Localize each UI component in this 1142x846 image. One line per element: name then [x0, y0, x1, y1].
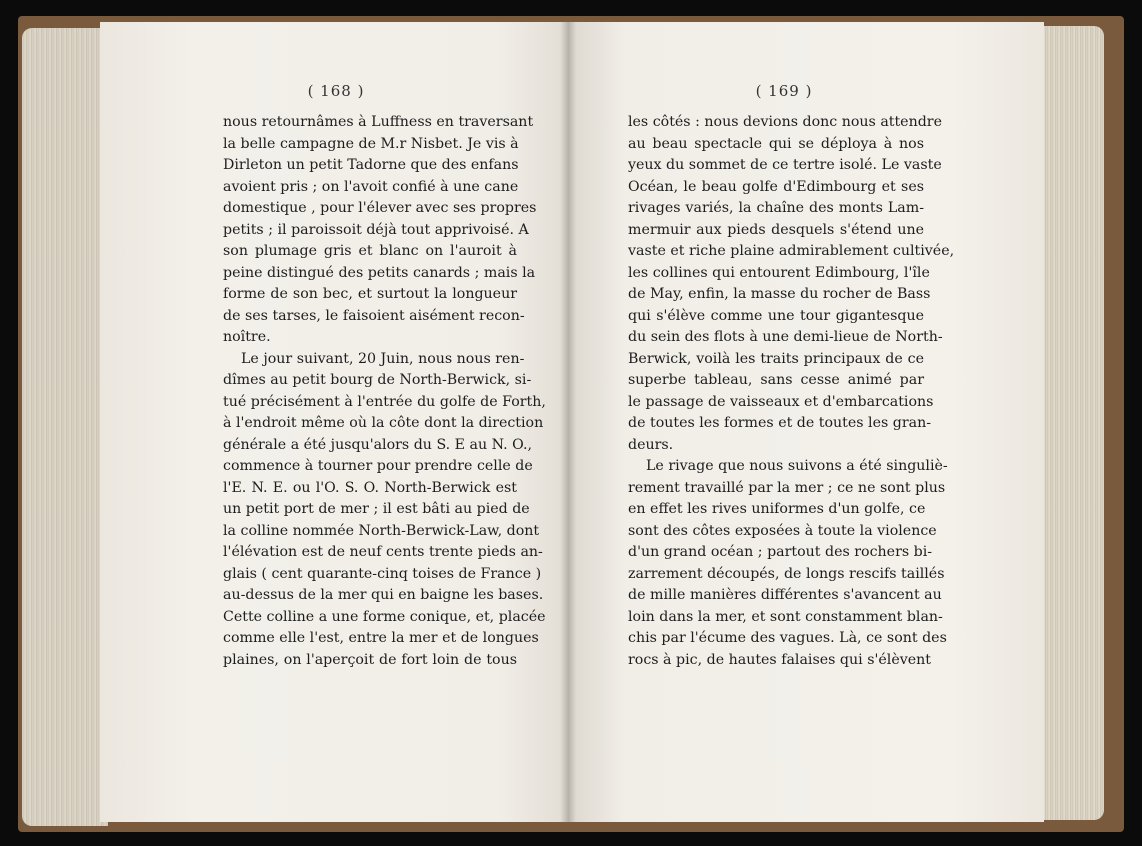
left-page-number: ( 168 ) — [307, 82, 365, 100]
text-line: yeux du sommet de ce tertre isolé. Le vaste — [628, 157, 942, 173]
page-edges-right — [1036, 26, 1104, 820]
text-line: les collines qui entourent Edimbourg, l'île — [628, 264, 930, 281]
text-line: vaste et riche plaine admirablement cultivée, — [628, 243, 955, 259]
text-line: au beau spectacle qui se déploya à nos — [628, 135, 924, 152]
text-line: commence à tourner pour prendre celle de — [223, 458, 533, 474]
right-page-number: ( 169 ) — [755, 82, 813, 100]
text-line: rivages variés, la chaîne des monts Lam- — [628, 200, 924, 216]
text-line: noître. — [223, 329, 271, 345]
text-line: glais ( cent quarante-cinq toises de France ) — [223, 565, 542, 582]
text-line: deurs. — [628, 436, 674, 453]
text-line: dîmes au petit bourg de North-Berwick, si- — [223, 372, 532, 388]
text-line: rocs à pic, de hautes falaises qui s'élèvent — [628, 651, 931, 668]
text-line: superbe tableau, sans cesse animé par — [628, 372, 924, 388]
text-line: du sein des flots à une demi-lieue de North- — [628, 329, 943, 345]
text-line: son plumage gris et blanc on l'auroit à — [223, 243, 517, 259]
text-line: au-dessus de la mer qui en baigne les bases. — [223, 587, 544, 603]
text-line: avoient pris ; on l'avoit confié à une cane — [223, 178, 519, 195]
text-line: Dirleton un petit Tadorne que des enfans — [223, 157, 519, 173]
text-line: loin dans la mer, et sont constamment blan- — [628, 608, 943, 625]
text-line: rement travaillé par la mer ; ce ne sont plus — [628, 479, 946, 496]
text-line: tué précisément à l'entrée du golfe de Forth, — [223, 393, 546, 410]
text-line: à l'endroit même où la côte dont la direction — [223, 415, 544, 431]
text-line: petits ; il paroissoit déjà tout apprivoisé. A — [223, 221, 529, 238]
text-line: les côtés : nous devions donc nous attendre — [628, 114, 942, 130]
text-line: sont des côtes exposées à toute la violence — [628, 522, 937, 539]
text-line: générale a été jusqu'alors du S. E au N. O., — [223, 436, 532, 453]
book-gutter — [560, 22, 576, 822]
text-line: nous retournâmes à Luffness en traversant — [223, 114, 534, 130]
text-line: forme de son bec, et surtout la longueur — [223, 286, 517, 302]
text-line: la colline nommée North-Berwick-Law, dont — [223, 522, 540, 539]
text-line: de mille manières différentes s'avancent au — [628, 587, 942, 603]
text-line: peine distingué des petits canards ; mais la — [223, 264, 536, 281]
left-page-text — [223, 112, 546, 671]
text-line: mermuir aux pieds desquels s'étend une — [628, 221, 924, 238]
text-line: zarrement découpés, de longs rescifs taillés — [628, 565, 945, 582]
text-line: en effet les rives uniformes d'un golfe, ce — [628, 501, 926, 517]
text-line: le passage de vaisseaux et d'embarcations — [628, 393, 934, 410]
right-page-text — [628, 112, 955, 671]
text-line: d'un grand océan ; partout des rochers bi- — [628, 544, 933, 560]
text-line: Le jour suivant, 20 Juin, nous nous ren- — [241, 350, 525, 367]
text-line: l'élévation est de neuf cents trente pieds an- — [223, 544, 543, 560]
text-line: l'E. N. E. ou l'O. S. O. North-Berwick est — [223, 479, 517, 496]
text-line: de ses tarses, le faisoient aisément recon- — [223, 307, 525, 324]
text-line: Cette colline a une forme conique, et, placée — [223, 608, 546, 625]
text-line: domestique , pour l'élever avec ses propres — [223, 200, 537, 216]
text-line: chis par l'écume des vagues. Là, ce sont des — [628, 630, 947, 646]
page-edges-left — [22, 28, 108, 826]
text-line: comme elle l'est, entre la mer et de longues — [223, 630, 539, 646]
text-line: Le rivage que nous suivons a été singuliè- — [646, 458, 948, 474]
text-line: plaines, on l'aperçoit de fort loin de tous — [223, 651, 517, 668]
text-line: de toutes les formes et de toutes les gran- — [628, 415, 932, 431]
text-line: Berwick, voilà les traits principaux de ce — [628, 350, 924, 367]
text-line: de May, enfin, la masse du rocher de Bass — [628, 286, 931, 302]
text-line: Océan, le beau golfe d'Edimbourg et ses — [628, 178, 924, 195]
text-line: la belle campagne de M.r Nisbet. Je vis à — [223, 135, 519, 152]
text-line: un petit port de mer ; il est bâti au pied de — [223, 501, 530, 517]
text-line: qui s'élève comme une tour gigantesque — [628, 307, 924, 324]
